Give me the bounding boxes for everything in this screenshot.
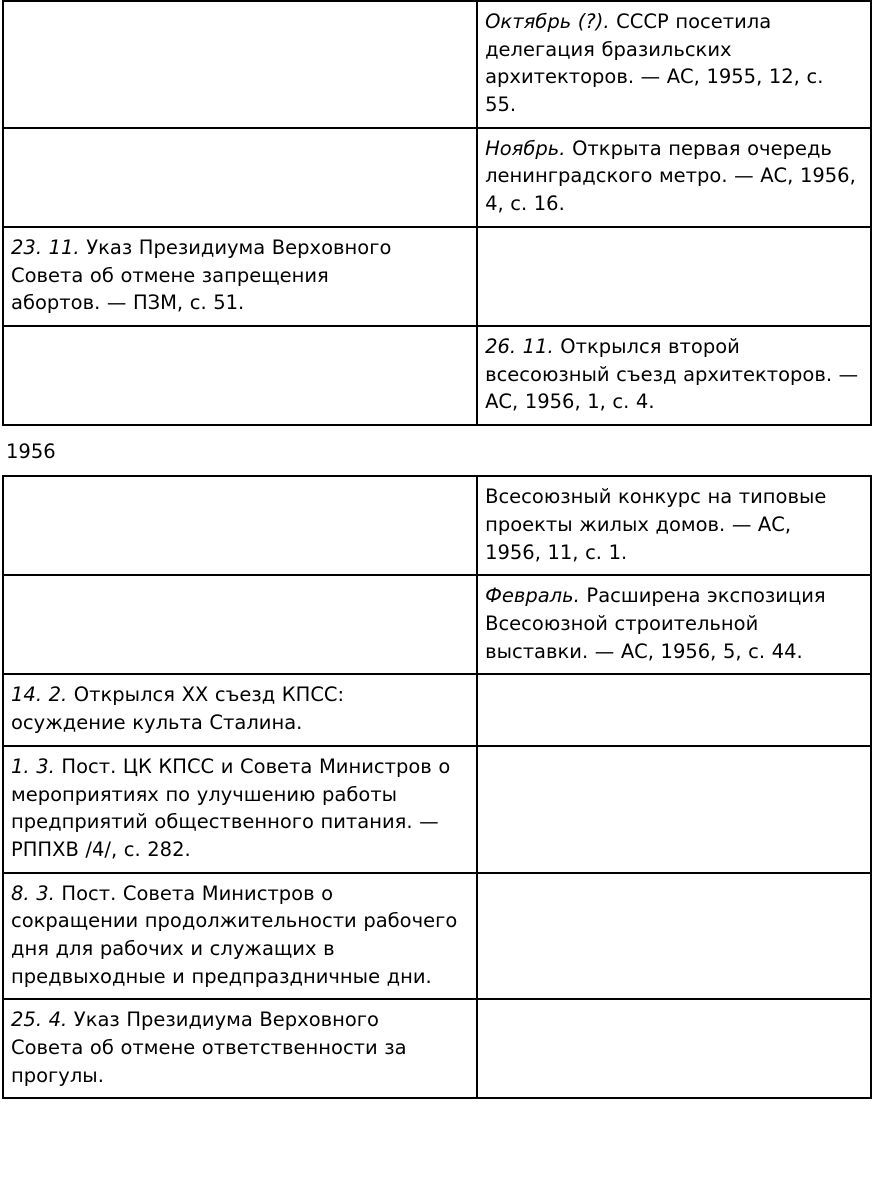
table-cell-left: 14. 2. Открылся XX съезд КПСС: осуждение культа Сталина. bbox=[3, 674, 477, 745]
table-cell-right: Всесоюзный конкурс на типовые проекты жилых домов. — АС, 1956, 11, с. 1. bbox=[477, 476, 871, 575]
table-row bbox=[3, 873, 871, 1000]
table-cell-right-empty bbox=[477, 674, 871, 745]
table-cell-left-empty bbox=[3, 326, 477, 425]
table-cell-left-empty bbox=[3, 1, 477, 128]
date-reference: Ноябрь. bbox=[485, 136, 566, 160]
table-cell-left: 8. 3. Пост. Совета Министров о сокращении продолжительности рабочего дня для рабочих и служащих в предвыходные и предпраздничные дни. bbox=[3, 873, 477, 1000]
table-cell-left-empty bbox=[3, 128, 477, 227]
table-cell-left-empty bbox=[3, 575, 477, 674]
table-cell-right-empty bbox=[477, 746, 871, 873]
table-cell-right-empty bbox=[477, 999, 871, 1098]
table-row bbox=[3, 326, 871, 425]
date-reference: 8. 3. bbox=[11, 881, 55, 905]
year-heading: 1956 bbox=[6, 439, 56, 463]
date-reference: Октябрь (?). bbox=[485, 10, 610, 33]
table-row bbox=[3, 128, 871, 227]
table-row bbox=[3, 746, 871, 873]
table-row bbox=[3, 1, 871, 128]
table-cell-right-empty bbox=[477, 227, 871, 326]
date-reference: 23. 11. bbox=[11, 235, 80, 259]
table-cell-right: Ноябрь. Открыта первая очередь ленинградского метро. — АС, 1956, 4, с. 16. bbox=[477, 128, 871, 227]
date-reference: Февраль. bbox=[485, 584, 580, 608]
table-row bbox=[3, 999, 871, 1098]
chronology-table-1955 bbox=[2, 0, 872, 426]
table-cell-left: 25. 4. Указ Президиума Верховного Совета об отмене ответственности за прогулы. bbox=[3, 999, 477, 1098]
table-cell-left: 23. 11. Указ Президиума Верховного Совета об отмене запрещения абортов. — ПЗМ, с. 51. bbox=[3, 227, 477, 326]
date-reference: 1. 3. bbox=[11, 754, 55, 778]
table-row bbox=[3, 674, 871, 745]
chronology-table-1956 bbox=[2, 475, 872, 1099]
table-cell-right: Февраль. Расширена экспозиция Всесоюзной строительной выставки. — АС, 1956, 5, с. 44. bbox=[477, 575, 871, 674]
table-row bbox=[3, 575, 871, 674]
table-cell-left-empty bbox=[3, 476, 477, 575]
table-row bbox=[3, 227, 871, 326]
table-cell-right: 26. 11. Открылся второй всесоюзный съезд архитекторов. — АС, 1956, 1, с. 4. bbox=[477, 326, 871, 425]
table-cell-right: Октябрь (?). СССР посетила делегация бразильских архитекторов. — АС, 1955, 12, с. 55. bbox=[477, 1, 871, 128]
date-reference: 14. 2. bbox=[11, 683, 68, 707]
table-cell-right-empty bbox=[477, 873, 871, 1000]
table-row bbox=[3, 476, 871, 575]
date-reference: 26. 11. bbox=[485, 334, 554, 358]
table-cell-left: 1. 3. Пост. ЦК КПСС и Совета Министров о мероприятиях по улучшению работы предприятий общественного питания. — РППХВ /4/, с. 282. bbox=[3, 746, 477, 873]
date-reference: 25. 4. bbox=[11, 1008, 68, 1032]
